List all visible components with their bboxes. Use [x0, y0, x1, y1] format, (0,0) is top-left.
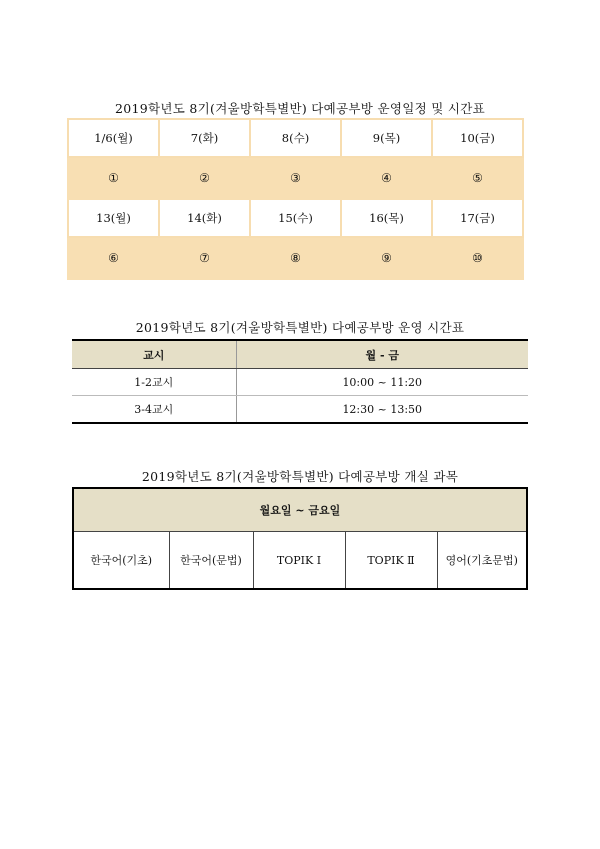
course-cell: TOPIK Ⅰ: [253, 532, 345, 590]
schedule-date-cell: 15(수): [250, 199, 341, 237]
timetable-header-period: 교시: [72, 340, 236, 369]
schedule-session-cell: [432, 237, 523, 279]
schedule-date-cell: 1/6(월): [68, 119, 159, 157]
schedule-date-cell: 16(목): [341, 199, 432, 237]
schedule-session-cell: [341, 157, 432, 199]
session-number: ⑥: [108, 251, 119, 265]
session-number: ③: [290, 171, 301, 185]
schedule-session-cell: [159, 237, 250, 279]
courses-title: 2019학년도 8기(겨울방학특별반) 다예공부방 개실 과목: [141, 469, 459, 484]
schedule-session-cell: [159, 157, 250, 199]
schedule-session-row: [68, 237, 523, 279]
timetable-time: 12:30 ~ 13:50: [236, 396, 528, 424]
session-number: ⑤: [472, 171, 483, 185]
session-number: ⑩: [472, 251, 483, 265]
timetable-table: [72, 339, 528, 424]
schedule-session-cell: [341, 237, 432, 279]
schedule-date-cell: 13(월): [68, 199, 159, 237]
session-number: ①: [108, 171, 119, 185]
schedule-date-cell: 14(화): [159, 199, 250, 237]
timetable-period: 3-4교시: [72, 396, 236, 424]
course-cell: TOPIK Ⅱ: [345, 532, 437, 590]
schedule-session-cell: [68, 237, 159, 279]
course-cell: 한국어(문법): [169, 532, 253, 590]
schedule-session-cell: [68, 157, 159, 199]
session-number: ⑧: [290, 251, 301, 265]
session-number: ⑨: [381, 251, 392, 265]
session-number: ⑦: [199, 251, 210, 265]
session-number: ④: [381, 171, 392, 185]
course-cell: 한국어(기초): [73, 532, 169, 590]
courses-header-row: [73, 488, 527, 532]
session-number: ②: [199, 171, 210, 185]
schedule-session-cell: [432, 157, 523, 199]
schedule-date-row: [68, 199, 523, 237]
schedule-session-cell: [250, 237, 341, 279]
schedule-date-cell: 7(화): [159, 119, 250, 157]
courses-header: 월요일 ~ 금요일: [73, 488, 527, 532]
schedule-date-cell: 17(금): [432, 199, 523, 237]
courses-table: [72, 487, 528, 590]
timetable-period: 1-2교시: [72, 369, 236, 396]
schedule-date-cell: 10(금): [432, 119, 523, 157]
courses-row: [73, 532, 527, 590]
schedule-date-row: [68, 119, 523, 157]
schedule-date-cell: 8(수): [250, 119, 341, 157]
schedule-session-row: [68, 157, 523, 199]
timetable-header-days: 월 - 금: [236, 340, 528, 369]
schedule-table: [67, 118, 524, 280]
timetable-title: 2019학년도 8기(겨울방학특별반) 다예공부방 운영 시간표: [135, 320, 465, 335]
schedule-date-cell: 9(목): [341, 119, 432, 157]
schedule-session-cell: [250, 157, 341, 199]
timetable-time: 10:00 ~ 11:20: [236, 369, 528, 396]
timetable-header-row: [72, 340, 528, 369]
timetable-row: [72, 396, 528, 424]
timetable-row: [72, 369, 528, 396]
course-cell: 영어(기초문법): [445, 554, 518, 567]
schedule-title: 2019학년도 8기(겨울방학특별반) 다예공부방 운영일정 및 시간표: [115, 101, 485, 116]
